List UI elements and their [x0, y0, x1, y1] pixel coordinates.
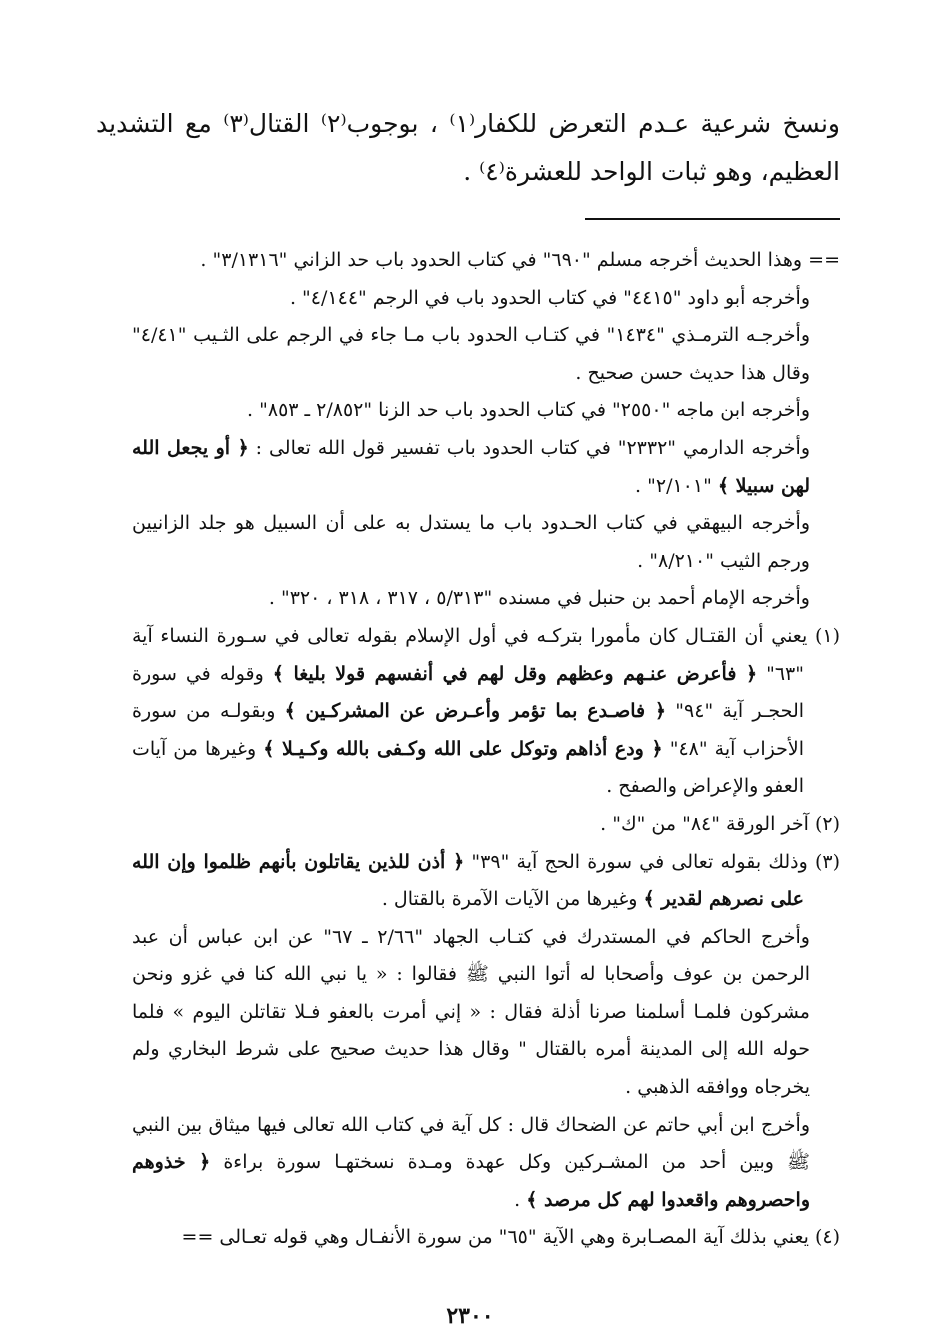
- footnote: (٣) وذلك بقوله تعالى في سورة الحج آية "٣٩" ﴿ أذن للذين يقاتلون بأنهم ظلموا وإن الله على نصرهم لقدير ﴾ وغيرها من الآيات الآمرة بالقتال .: [132, 850, 840, 911]
- footnote-paragraph: == وهذا الحديث أخرجه مسلم "٦٩٠" في كتاب الحدود باب حد الزاني "٣/١٣١٦" .: [200, 249, 840, 271]
- footnote-paragraph: وأخرجه أبو داود "٤٤١٥" في كتاب الحدود باب في الرجم "٤/١٤٤" .: [289, 286, 810, 309]
- footnote-paragraph: وأخرجه ابن ماجه "٢٥٥٠" في كتاب الحدود باب حد الزنا "٢/٨٥٢ ـ ٨٥٣" .: [247, 399, 810, 422]
- footnote-paragraph: وأخرج ابن أبي حاتم عن الضحاك قال : كل آية في كتاب الله تعالى فيها ميثاق بين النبي ﷺ وبين أحد من المشـركين وكل عهدة ومـدة نسختهـا سورة براءة ﴿ خذوهم واحصروهم واقعدوا لهم كل مرصد ﴾ .: [132, 1113, 810, 1211]
- footnotes: [132, 242, 840, 1257]
- footnote-paragraph: وأخرجه الإمام أحمد بن حنبل في مسنده "٥/٣١٣ ، ٣١٧ ، ٣١٨ ، ٣٢٠" .: [268, 587, 810, 610]
- footnote-paragraph: وأخرجـه الترمـذي "١٤٣٤" في كتـاب الحدود باب مـا جاء في الرجم على الثـيب "٤/٤١" وقال هذا حديث حسن صحيح .: [132, 324, 811, 384]
- footnote: (٤) يعني بذلك آية المصـابرة وهي الآية "٦٥" من سورة الأنفـال وهي قوله تعـالى ==: [181, 1226, 840, 1249]
- main-paragraph: ونسخ شرعية عـدم التعرض للكفار⁽١⁾ ، بوجوب⁽٢⁾ القتال⁽٣⁾ مع التشديد العظيم، وهو ثبات الواحد للعشرة⁽٤⁾ .: [96, 109, 840, 186]
- footnote-paragraph: وأخرجه الدارمي "٢٣٣٢" في كتاب الحدود باب تفسير قول الله تعالى : ﴿ أو يجعل الله لهن سبيلا ﴾ "٢/١٠١" .: [132, 436, 810, 497]
- footnote: (١) يعني أن القتـال كان مأمورا بتركـه في أول الإسلام بقوله تعالى في سـورة النساء آية "٦٣" ﴿ فأعرض عنـهم وعظهم وقل لهم في أنفسهم قولا بليغا ﴾ وقوله في سورة الحجـر آية "٩٤" ﴿ فاصـدع بما تؤمر وأعـرض عن المشركـين ﴾ وبقولـه من سورة الأحزاب آية "٤٨" ﴿ ودع أذاهم وتوكل على الله وكـفى بالله وكـيـلا ﴾ وغيرها من آيات العفو والإعراض والصفح .: [132, 624, 840, 798]
- page-number: ٢٣٠٠: [446, 1303, 494, 1329]
- main-text: [96, 100, 840, 196]
- footnote-paragraph: وأخرج الحاكم في المستدرك في كتـاب الجهاد "٢/٦٦ ـ ٦٧" عن ابن عباس أن عبد الرحمن بن عوف وأصحابا له أتوا النبي ﷺ فقالوا : « يا نبي الله كنا في غزو ونحن مشركون فلمـا أسلمنا صرنا أذلة فقال : « إني أمرت بالعفو فـلا تقاتلن اليوم » فلما حوله الله إلى المدينة أمره بالقتال " وقال هذا حديث صحيح على شرط البخاري ولم يخرجاه ووافقه الذهبي .: [132, 925, 810, 1099]
- footnote: (٢) آخر الورقة "٨٤" من "ك" .: [600, 812, 840, 835]
- footnote-paragraph: وأخرجه البيهقي في كتاب الحـدود باب ما يستدل به على أن السبيل هو جلد الزانيين ورجم الثيب "٨/٢١٠" .: [132, 512, 810, 572]
- footnote-separator: [585, 218, 840, 220]
